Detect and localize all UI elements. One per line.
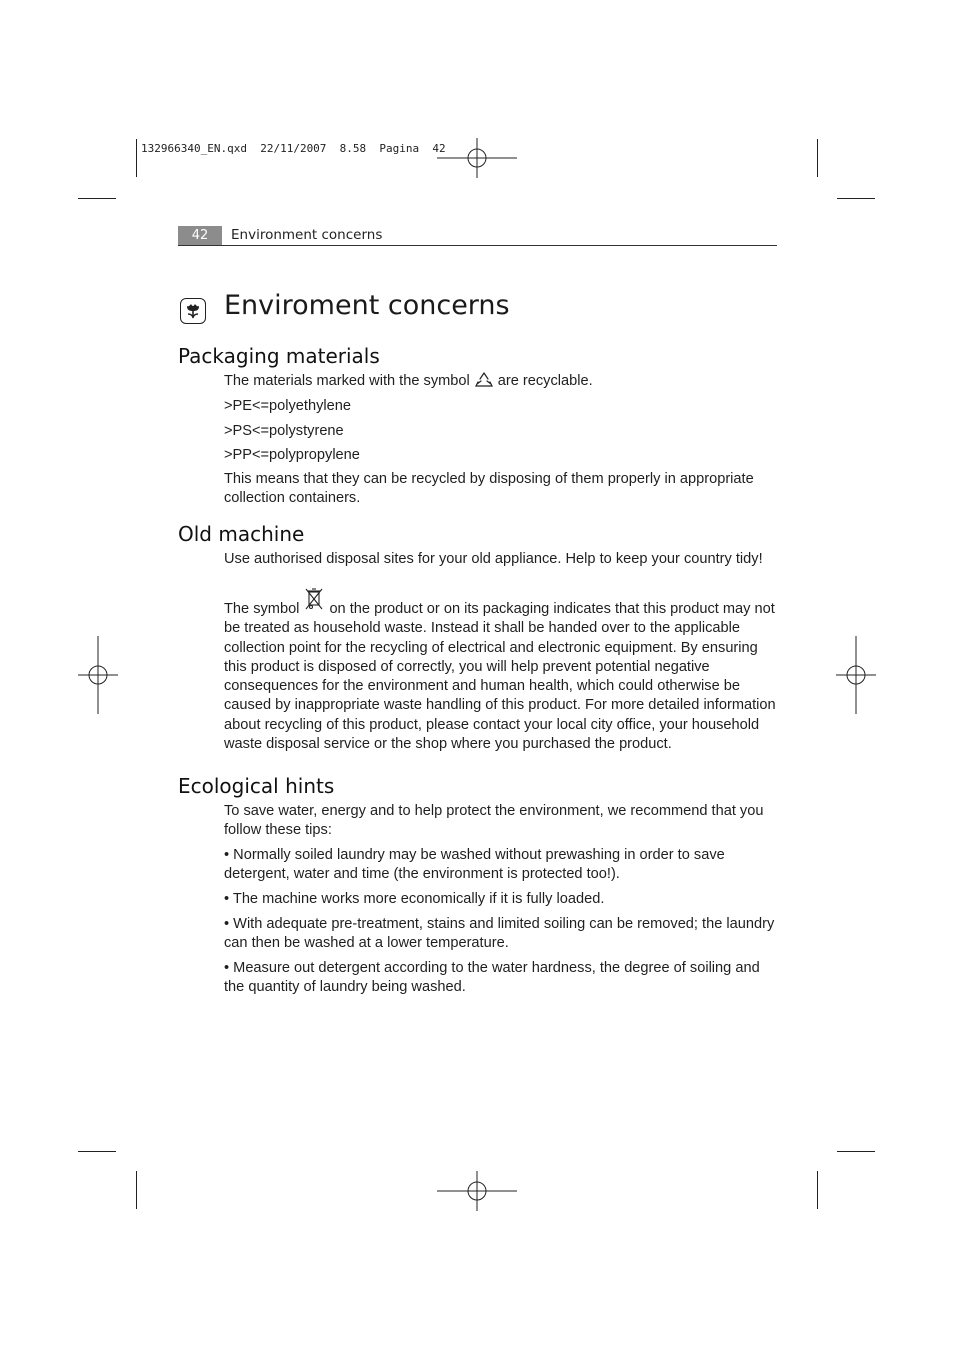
page-number-badge: 42	[178, 226, 222, 245]
packaging-item-pp: >PP<=polypropylene	[224, 447, 360, 463]
section-heading-packaging: Packaging materials	[178, 344, 380, 368]
ecological-intro: To save water, energy and to help protect the environment, we recommend that you follow these tips:	[224, 803, 764, 839]
ecological-tip: • Normally soiled laundry may be washed without prewashing in order to save detergent, water and time (the environment is protected too!).	[224, 847, 725, 883]
section-heading-ecological: Ecological hints	[178, 774, 335, 798]
ecological-tip: • With adequate pre-treatment, stains and limited soiling can be removed; the laundry can then be washed at a lower temperature.	[224, 916, 775, 952]
old-machine-para2-before: The symbol	[224, 601, 300, 617]
old-machine-para1: Use authorised disposal sites for your old appliance. Help to keep your country tidy!	[224, 551, 763, 567]
old-machine-para2	[224, 587, 776, 754]
registration-mark-icon	[836, 636, 876, 714]
environment-flower-icon	[180, 298, 206, 324]
section-heading-old-machine: Old machine	[178, 522, 305, 546]
running-header-title: Environment concerns	[231, 227, 383, 243]
page-title: Enviroment concerns	[224, 290, 510, 321]
registration-mark-icon	[437, 1171, 517, 1211]
recycle-icon	[475, 372, 493, 394]
ecological-tip: • Measure out detergent according to the water hardness, the degree of soiling and the quantity of laundry being washed.	[224, 960, 760, 996]
packaging-note: This means that they can be recycled by disposing of them properly in appropriate collection containers.	[224, 471, 754, 507]
packaging-intro-after: are recyclable.	[497, 373, 593, 389]
packaging-intro	[224, 372, 776, 394]
print-slug-line: 132966340_EN.qxd 22/11/2007 8.58 Pagina 42	[141, 142, 446, 155]
packaging-intro-before: The materials marked with the symbol	[224, 373, 470, 389]
packaging-item-ps: >PS<=polystyrene	[224, 423, 344, 439]
crossed-out-wheelie-bin-icon	[304, 587, 324, 617]
ecological-tip: • The machine works more economically if it is fully loaded.	[224, 891, 605, 907]
old-machine-para2-after: on the product or on its packaging indicates that this product may not be treated as household waste. Instead it shall be handed over to the applicable collection point for the recycling of electrical and electronic equipment. By ensuring this product is disposed of correctly, you will help prevent potential negative consequences for the environment and human health, which could otherwise be caused by inappropriate waste handling of this product. For more detailed information about recycling of this product, please contact your local city office, your household waste disposal service or the shop where you purchased the product.	[224, 601, 776, 753]
registration-mark-icon	[78, 636, 118, 714]
header-rule	[178, 245, 777, 246]
registration-mark-icon	[437, 138, 517, 178]
packaging-item-pe: >PE<=polyethylene	[224, 398, 351, 414]
